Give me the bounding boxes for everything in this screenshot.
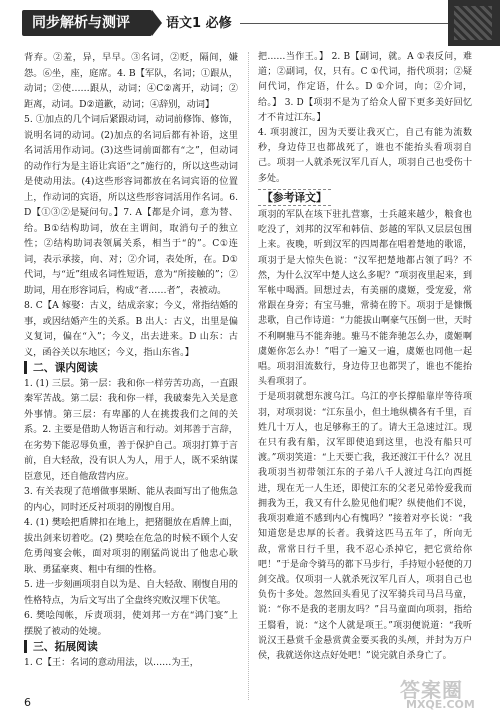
watermark-text: 答案圈 — [400, 678, 463, 702]
answer-paragraph: 5. 进一步刻画项羽自以为是、自大轻敌、刚愎自用的性格特点，为后文写出了全盘终究败汉埋下伏笔。 — [24, 579, 238, 606]
answer-paragraph: 6. 樊哙闯帐，斥责项羽，使刘邦一方在“鸿门宴”上摆脱了被动的处境。 — [24, 610, 238, 637]
section-heading — [24, 360, 238, 376]
section-heading — [24, 639, 238, 655]
page-header — [0, 0, 500, 46]
header-rule — [240, 23, 450, 24]
corner-pattern — [448, 0, 500, 46]
section-title: 三、拓展阅读 — [33, 640, 98, 653]
answer-paragraph: 背弃。②羞，异，早早。③名词，②贬，隔间，嫌怨。⑥坐，座，庭席。4. B【军队，名词；①跟从，动词；②使……跟从，动词；④C②离开，动词；②距离，动词。D②道歉，动词；④辞别，动词】 — [24, 52, 238, 110]
answer-paragraph: 1. (1) 三层。第一层：我和你一样劳苦功高，一直跟秦军苦战。第二层：我和你一样，我破秦先入关是意外事情。第三层：有卑鄙的人在挑拨我们之间的关系。2. 主要是借助人物语言和行动。刘邦善于言辞，在劣势下能忍辱负重，善于保护自己。项羽打算于言前，自大轻敌，没有识人为人，用于人，既不采纳谋臣意见，还自他敌营内应。 — [24, 377, 238, 482]
watermark-logo — [400, 674, 490, 714]
answer-paragraph: 3. 有关表现了范增做事果断、能从表面写出了他焦急的内心，同时还反衬项羽的刚愎自用。 — [24, 486, 238, 513]
reference-translation-title: 【参考译文】 — [258, 189, 331, 206]
subject-label: 语文1 必修 — [166, 16, 232, 31]
answer-paragraph: 4. 项羽渡江，因为天要让我灭亡，自己有能为流数秒，身边侍卫也都战死了，谁也不能抬头看项羽自己。项羽一人就杀死汉军几百人，项羽自己也受伤十多处。 — [258, 128, 472, 184]
answer-paragraph: 4. (1) 樊哙把盾牌扣在地上，把猪腿放在盾牌上面，拔出剑来切着吃。(2) 樊哙在危急的时候不顾个人安危勇闯宴会帐，面对项羽的刚猛尚说出了他忠心耿耿、勇猛豪爽、粗中有细的性格。 — [24, 517, 238, 575]
answer-paragraph: 1. C【王：名词的意动用法，以……为王， — [24, 656, 199, 668]
translation-paragraph: 于是项羽就想东渡乌江。乌江的亭长撑船靠岸等待项羽，对项羽说：“江东虽小，但土地纵横各有千里，百姓几十万人，也足够称王的了。请大王急速过江。现在只有我有船，汉军即使追到这里，也没有船只可渡。”项羽笑道：“上天要亡我，我还渡江干什么？况且我项羽当初带领江东的子弟八千人渡过乌江向西挺进，现在无一人生还，即使江东的父老兄弟怜爱我而拥我为王，我又有什么脸见他们呢？纵使他们不说，我项羽难道不感到内心有愧吗？”接着对亭长说：“我知道您是忠厚的长者。我骑这匹马五年了，所向无敌，常常日行千里，我不忍心杀掉它，把它赏给你吧！”于是命令骑马的都下马步行，手持短小轻便的刀剑交战。仅项羽一人就杀死汉军几百人，项羽自己也负伤十多处。忽然回头看见了汉军骑兵司马吕马童，说：“你不是我的老朋友吗？”吕马童面向项羽，指给王翳看，说：“这个人就是项王。”项羽便说道：“我听说汉王悬赏千金悬赏黄金要买我的头颅，并封为万户侯，我就送你这点好处吧！”说完就自杀身亡了。 — [258, 392, 472, 661]
section-title: 二、课内阅读 — [33, 361, 98, 374]
series-badge: 同步解析与测评 — [22, 10, 152, 36]
watermark-url: MXQE.COM — [406, 698, 475, 711]
answer-paragraph: 8. C【A 嫁娶：古义，结成亲家；今义，常指结婚的事，或因结婚产生的关系。B 出人：古义，出里是偏义复词，偏在“入”；今义，出去进来。D 山东：古义，函谷关以东地区；今义，指山东省。】 — [24, 300, 238, 358]
translation-paragraph: 项羽的军队在垓下驻扎营寨，士兵越来越少，粮食也吃没了，刘邦的汉军和韩信、彭越的军队又层层包围上来。夜晚，听到汉军的四周都在唱着楚地的歌谣，项羽于是大惊失色说：“汉军把楚地都占领了吗？不然，为什么汉军中楚人这么多呢？”项羽夜里起来，到军帐中喝酒。回想过去，有美丽的虞姬，受宠爱，常常跟在身旁；有宝马骓，常骑在胯下。项羽于是慷慨悲歌，自己作诗道：“力能拔山啊豪气压倒一世，天时不利啊骓马不能奔驰。骓马不能奔驰怎么办，虞姬啊虞姬你怎么办！”唱了一遍又一遍，虞姬也同他一起唱。项羽泪流数行，身边侍卫也都哭了，谁也不能抬头看项羽了。 — [258, 210, 472, 388]
answer-paragraph: 5. ①加点的几个词后紧跟动词，动词前修饰、修饰，说明名词的动词。(2)加点的名词后都有补语，这里名词活用作动词。(3)这些词前面都有“之”，但动词的动作行为是主语让宾语“之”施行的，所以这些动词是使动用法。(4)这些形容词都放在名词宾语的位置上，作动词的宾语，所以这些形容词活用作名词。6. D【①③②是疑问句。】7. A【都是介词，意为替、给。B①结构助词，放在主谓间，取消句子的独立性；②结构助词表领属关系，相当于“的”。C①连词，表示承接，向、对；②介词，表处所，在。D①代词，与“近”组成名词性短语，意为“所接触的”；②助词，用在形容词后，构成“者……者”，表被动。 — [24, 114, 241, 296]
section-bar — [24, 640, 27, 653]
right-column — [258, 50, 472, 664]
column-divider — [248, 52, 249, 700]
answer-paragraph: 把……当作王。】 2. B【副词，就。A ①表反问，难道；②副词，仅，只有。C ①代词，指代项羽；②疑问代词，作定语，什么。D ①介词，向；②介词，给。】 3. D【项羽不是为了给众人留下更多美好回忆才不肯过江东。】 — [258, 52, 472, 123]
section-bar — [24, 361, 27, 374]
page-number: 6 — [24, 696, 31, 709]
left-column — [24, 50, 241, 670]
